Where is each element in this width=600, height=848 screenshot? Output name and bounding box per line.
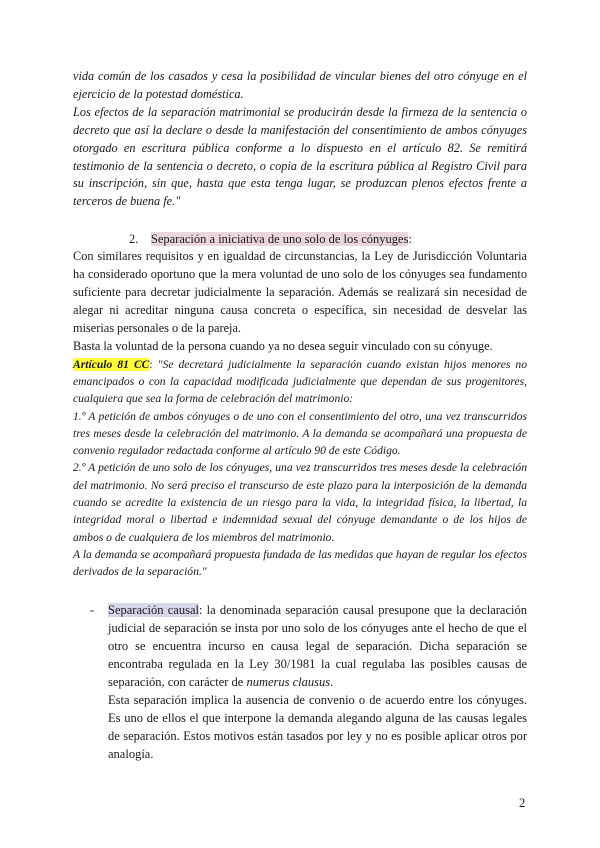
section-number: 2. — [129, 232, 139, 247]
section-heading: 2. Separación a iniciativa de uno solo de los cónyuges: — [129, 232, 412, 247]
article-item-1: 1.º A petición de ambos cónyuges o de uno con el consentimiento del otro, una vez transcurridos tres meses desde la celebración del matrimonio. A la demanda se acompañará una propuesta de convenio regulador redactada conforme al artículo 90 de este Código. — [73, 409, 527, 458]
quote-paragraph: vida común de los casados y cesa la posibilidad de vincular bienes del otro cónyuge en el ejercicio de la potestad doméstica. — [73, 69, 527, 101]
body-paragraph: Basta la voluntad de la persona cuando ya no desea seguir vinculado con su cónyuge. — [73, 338, 493, 353]
causal-list-item — [73, 601, 527, 763]
causal-paragraph: Separación causal: la denominada separación causal presupone que la declaración judicial de separación se insta por uno solo de los cónyuges ante el hecho de que el otro se encuentra incurso en causa legal de separación. Dicha separación se encontraba regulada en la Ley 30/1981 la cual regulaba las posibles causas de separación, con carácter de numerus clausus. — [108, 602, 527, 689]
document-page — [73, 68, 527, 763]
article-closing: A la demanda se acompañará propuesta fundada de las medidas que hayan de regular los efectos derivados de la separación." — [73, 547, 527, 579]
quote-paragraph: Los efectos de la separación matrimonial se producirán desde la firmeza de la sentencia o decreto que así la declare o desde la manifestación del consentimiento de ambos cónyuges otorgado en escritura pública conforme a lo dispuesto en el artículo 82. Se remitirá testimonio de la sentencia o decreto, o copia de la escritura pública al Registro Civil para su inscripción, sin que, hasta que esta tenga lugar, se produzcan plenos efectos frente a terceros de buena fe." — [73, 104, 527, 209]
causal-paragraph: Esta separación implica la ausencia de convenio o de acuerdo entre los cónyuges. Es uno de ellos el que interpone la demanda alegando alguna de las causas legales de separación. Estos motivos están tasados por ley y no es posible aplicar otros por analogía. — [108, 692, 527, 761]
article-label: Artículo 81 CC — [73, 357, 150, 371]
section-title: Separación a iniciativa de uno solo de los cónyuges — [150, 232, 409, 247]
body-paragraph: Con similares requisitos y en igualdad de circunstancias, la Ley de Jurisdicción Voluntaria ha considerado oportuno que la mera voluntad de uno solo de los cónyuges sea fundamento suficiente para decretar judicialmente la separación. Además se realizará sin necesidad de alegar ni acreditar ninguna causa concreta o específica, sin necesidad de desvelar las miserias personales o de la pareja. — [73, 249, 527, 335]
article-item-2: 2.º A petición de uno solo de los cónyuges, una vez transcurridos tres meses desde la celebración del matrimonio. No será preciso el transcurso de este plazo para la interposición de la demanda cuando se acredite la existencia de un riesgo para la vida, la integridad física, la libertad, la integridad moral o libertad e indemnidad sexual del cónyuge demandante o de los hijos de ambos o de cualquiera de los miembros del matrimonio. — [73, 461, 527, 544]
article-81-intro: Artículo 81 CC: "Se decretará judicialmente la separación cuando existan hijos menores no emancipados o con la capacidad modificada judicialmente que dependan de sus progenitores, cualquiera que sea la forma de celebración del matrimonio: — [73, 357, 527, 406]
causal-term: Separación causal — [108, 602, 199, 617]
bullet-dash: - — [90, 602, 95, 617]
page-number: 2 — [519, 796, 526, 810]
